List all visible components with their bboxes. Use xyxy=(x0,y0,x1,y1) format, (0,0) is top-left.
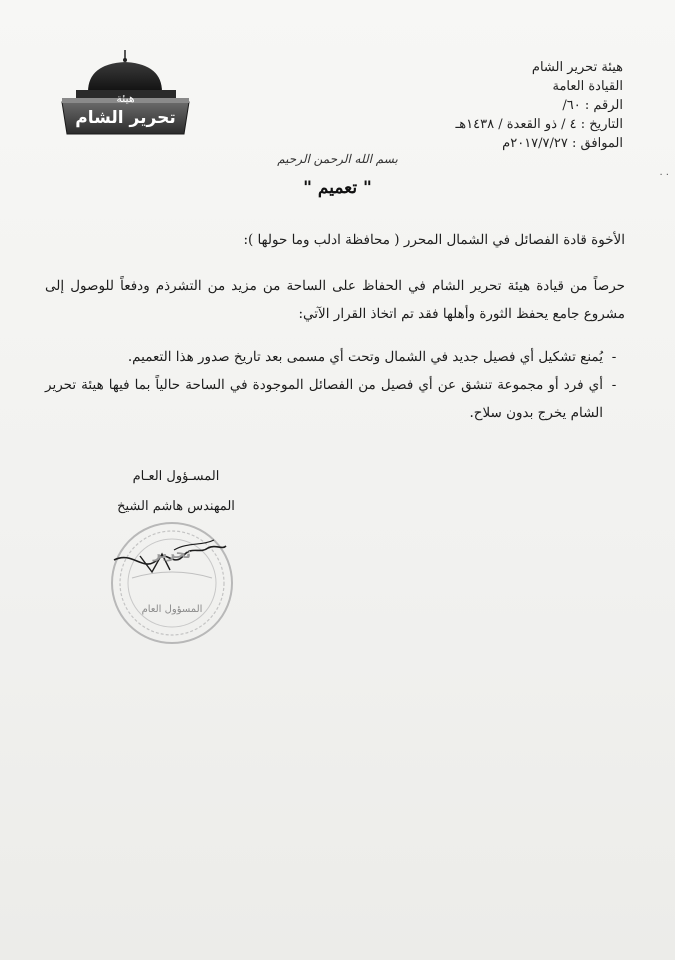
stamp-text: تحرير xyxy=(152,546,192,562)
logo-main-text: تحرير الشام xyxy=(75,108,176,128)
basmala: بسم الله الرحمن الرحيم xyxy=(277,152,398,166)
stamp-label: المسؤول العام xyxy=(141,604,203,615)
decision-list xyxy=(45,343,625,427)
org-logo xyxy=(58,50,193,140)
official-stamp xyxy=(104,520,240,646)
official-stamp-icon xyxy=(104,520,240,646)
list-item xyxy=(45,371,625,427)
margin-mark: · · xyxy=(659,170,669,181)
org-name: هيئة تحرير الشام xyxy=(531,60,623,75)
date-gregorian: الموافق : ٢٠١٧/٧/٢٧م xyxy=(502,136,623,151)
logo-small-text: هيئة xyxy=(116,92,135,105)
list-item-text: أي فرد أو مجموعة تنشق عن أي فصيل من الفصائل الموجودة في الساحة حالياً بما فيها هيئة تحرير الشام يخرج بدون سلاح. xyxy=(45,377,603,421)
intro-paragraph: حرصاً من قيادة هيئة تحرير الشام في الحفاظ على الساحة من مزيد من التشرذم ودفعاً للوصول إلى مشروع جامع يحفظ الثورة وأهلها فقد تم اتخاذ القرار الآتي: xyxy=(45,278,625,322)
signatory-name: المهندس هاشم الشيخ xyxy=(117,499,235,514)
bullet-marker: - xyxy=(611,349,617,365)
header-info xyxy=(363,58,623,153)
bullet-marker: - xyxy=(611,377,617,393)
addressee-line: الأخوة قادة الفصائل في الشمال المحرر ( محافظة ادلب وما حولها ): xyxy=(243,232,625,248)
date-hijri: التاريخ : ٤ / ذو القعدة / ١٤٣٨هـ xyxy=(455,117,623,132)
list-item-text: يُمنع تشكيل أي فصيل جديد في الشمال وتحت أي مسمى بعد تاريخ صدور هذا التعميم. xyxy=(127,349,603,365)
signatory-role: المسـؤول العـام xyxy=(132,469,220,484)
reference-number: الرقم : ٦٠/ xyxy=(562,98,623,113)
command-name: القيادة العامة xyxy=(552,79,623,94)
signature-block xyxy=(96,462,256,522)
document-title: " تعميم " xyxy=(303,178,372,198)
list-item xyxy=(45,343,625,371)
